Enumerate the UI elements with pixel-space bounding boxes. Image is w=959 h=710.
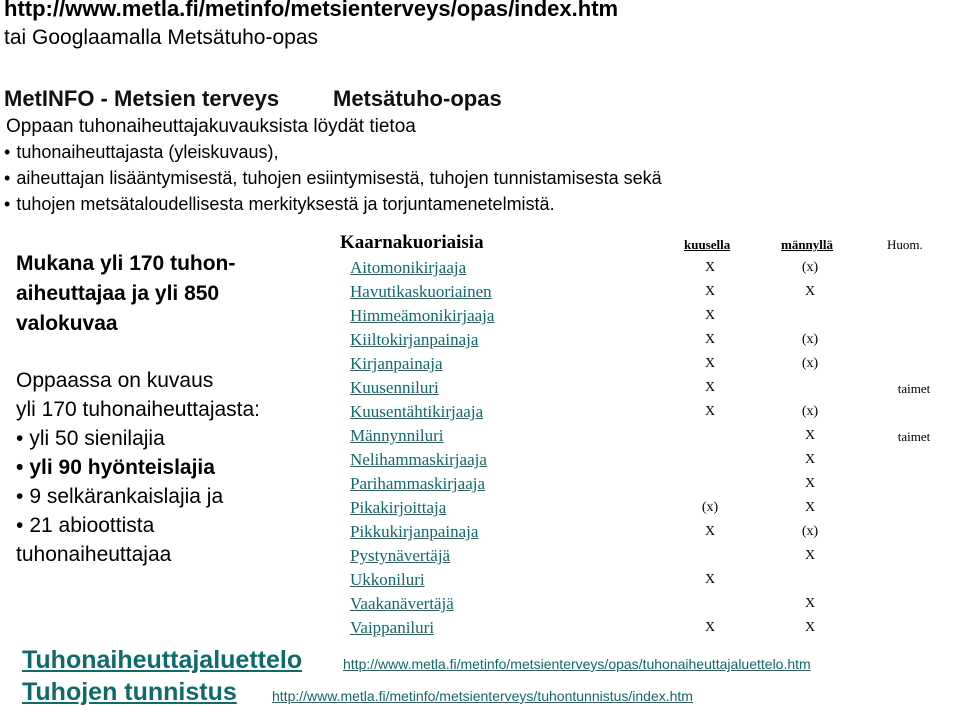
cell-kuusella: X (704, 524, 716, 539)
col-kuusella: kuusella (684, 237, 731, 252)
count-line-3: valokuvaa (16, 312, 118, 335)
guide-bullet-1: • yli 50 sienilajia (16, 427, 165, 451)
cell-mannylla: (x) (801, 404, 819, 419)
species-link[interactable]: Ukkoniluri (350, 570, 425, 589)
cell-mannylla: X (804, 548, 816, 563)
intro-bullet-2: • aiheuttajan lisääntymisestä, tuhojen esiintymisestä, tuhojen tunnistamisesta sekä (4, 168, 662, 189)
table-row (338, 546, 959, 570)
guide-bullet-2: • yli 90 hyönteislajia (16, 456, 215, 480)
species-link[interactable]: Pystynävertäjä (350, 546, 451, 565)
cell-kuusella: X (704, 356, 716, 371)
cell-huom: taimet (897, 429, 931, 444)
species-link[interactable]: Kuusenniluri (350, 378, 439, 397)
table-row (338, 402, 959, 426)
guide-bullet-3: • 9 selkärankaislajia ja (16, 485, 223, 509)
cell-mannylla: (x) (801, 332, 819, 347)
table-row (338, 378, 959, 402)
species-link[interactable]: Vaippaniluri (350, 618, 435, 637)
table-row (338, 330, 959, 354)
intro-heading-right: Metsätuho-opas (333, 86, 502, 111)
cell-mannylla: (x) (801, 260, 819, 275)
cell-kuusella: X (704, 332, 716, 347)
species-link[interactable]: Vaakanävertäjä (350, 594, 454, 613)
cell-mannylla: X (804, 428, 816, 443)
cell-mannylla: X (804, 284, 816, 299)
intro-lead: Oppaan tuhonaiheuttajakuvauksista löydät tietoa (6, 116, 416, 137)
table-row (338, 306, 959, 330)
cell-kuusella: X (704, 572, 716, 587)
cell-mannylla: (x) (801, 524, 819, 539)
species-link[interactable]: Männynniluri (350, 426, 444, 445)
intro-heading-left: MetINFO - Metsien terveys (4, 86, 280, 111)
col-mannylla: männyllä (781, 237, 834, 252)
table-row (338, 354, 959, 378)
table-row (338, 522, 959, 546)
cell-kuusella: X (704, 284, 716, 299)
table-row (338, 282, 959, 306)
table-row (338, 618, 959, 642)
cell-kuusella: X (704, 380, 716, 395)
table-row (338, 498, 959, 522)
cell-kuusella: X (704, 620, 716, 635)
species-link[interactable]: Kiiltokirjanpainaja (350, 330, 479, 349)
table-row (338, 474, 959, 498)
table-header-row (338, 232, 959, 258)
count-line-1: Mukana yli 170 tuhon- (16, 252, 236, 275)
intro-bullet-3: • tuhojen metsätaloudellisesta merkityksestä ja torjuntamenetelmistä. (4, 194, 555, 215)
cell-kuusella: X (704, 404, 716, 419)
cell-huom: taimet (897, 381, 931, 396)
cell-kuusella: (x) (701, 500, 719, 515)
cell-mannylla: X (804, 596, 816, 611)
species-link[interactable]: Himmeämonikirjaaja (350, 306, 495, 325)
footer-url-1[interactable]: http://www.metla.fi/metinfo/metsienterveys/opas/tuhonaiheuttajaluettelo.htm (343, 656, 811, 672)
cell-mannylla: (x) (801, 356, 819, 371)
cell-mannylla: X (804, 500, 816, 515)
table-row (338, 450, 959, 474)
species-link[interactable]: Pikakirjoittaja (350, 498, 447, 517)
table-row (338, 570, 959, 594)
footer-link-tuhojen-tunnistus[interactable]: Tuhojen tunnistus (22, 678, 237, 706)
cell-mannylla: X (804, 620, 816, 635)
species-link[interactable]: Kuusentähtikirjaaja (350, 402, 484, 421)
header-url[interactable]: http://www.metla.fi/metinfo/metsienterveys/opas/index.htm (4, 0, 619, 21)
col-huom: Huom. (887, 237, 923, 252)
footer-link-tuhonaiheuttajaluettelo[interactable]: Tuhonaiheuttajaluettelo (22, 646, 303, 674)
table-row (338, 258, 959, 282)
species-link[interactable]: Aitomonikirjaaja (350, 258, 467, 277)
cell-kuusella: X (704, 308, 716, 323)
cell-mannylla: X (804, 476, 816, 491)
count-line-2: aiheuttajaa ja yli 850 (16, 282, 220, 305)
footer-url-2[interactable]: http://www.metla.fi/metinfo/metsienterveys/tuhontunnistus/index.htm (272, 688, 693, 704)
species-link[interactable]: Parihammaskirjaaja (350, 474, 486, 493)
guide-bullet-4: • 21 abioottista (16, 514, 154, 538)
species-link[interactable]: Pikkukirjanpainaja (350, 522, 479, 541)
cell-mannylla: X (804, 452, 816, 467)
guide-tail: tuhonaiheuttajaa (16, 543, 172, 566)
table-row (338, 426, 959, 450)
guide-line-2: yli 170 tuhonaiheuttajasta: (16, 398, 261, 421)
cell-kuusella: X (704, 260, 716, 275)
species-link[interactable]: Nelihammaskirjaaja (350, 450, 487, 469)
species-link[interactable]: Kirjanpainaja (350, 354, 443, 373)
header-subtitle: tai Googlaamalla Metsätuho-opas (4, 26, 319, 49)
table-row (338, 594, 959, 618)
table-title: Kaarnakuoriaisia (340, 232, 484, 253)
species-link[interactable]: Havutikaskuoriainen (350, 282, 492, 301)
intro-bullet-1: • tuhonaiheuttajasta (yleiskuvaus), (4, 142, 278, 163)
guide-line-1: Oppaassa on kuvaus (16, 369, 214, 392)
